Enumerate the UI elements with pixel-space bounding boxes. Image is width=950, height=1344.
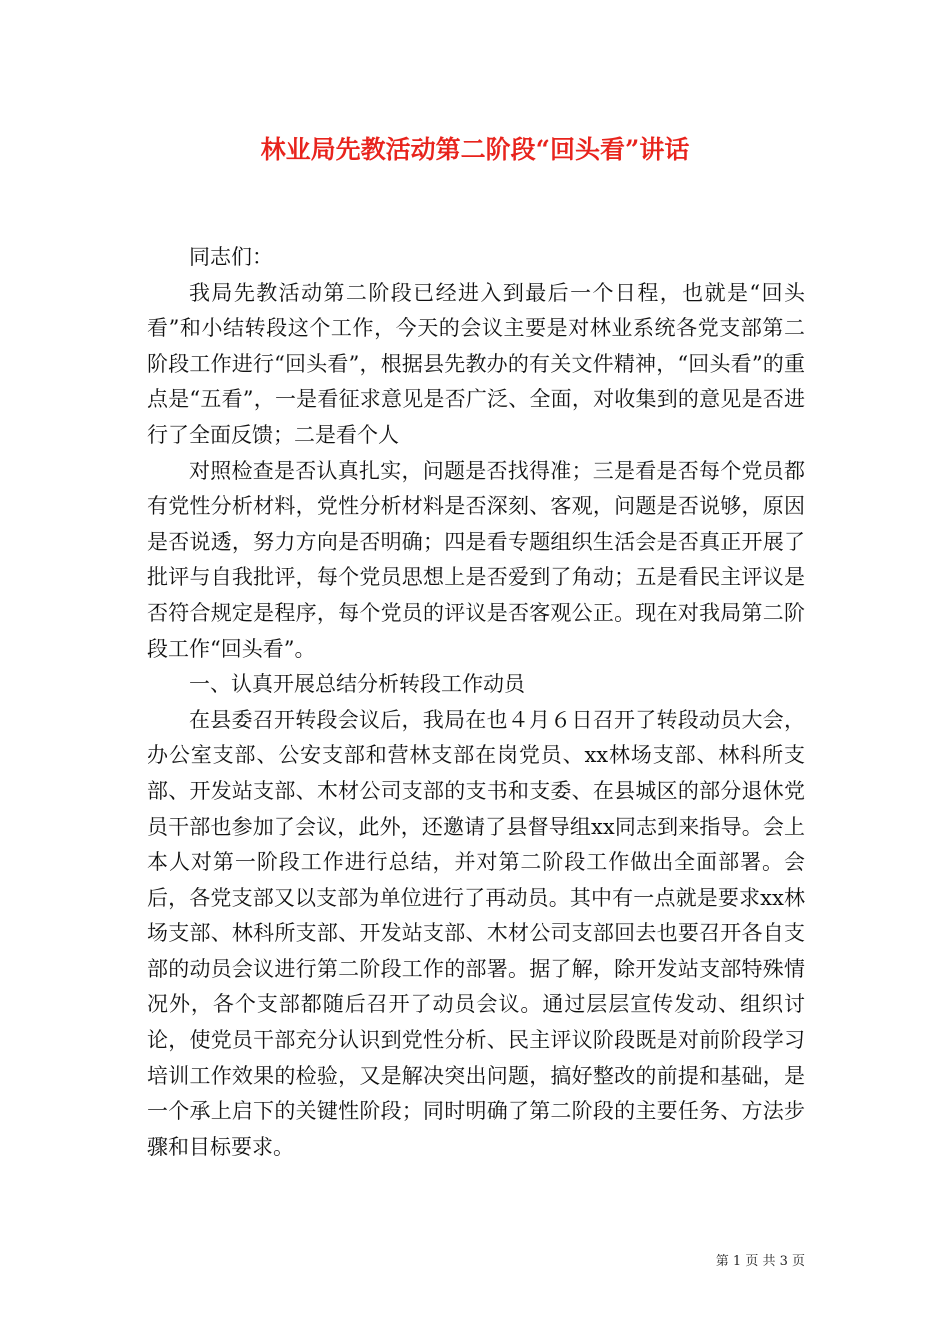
paragraph: 我局先教活动第二阶段已经进入到最后一个日程，也就是“回头看”和小结转段这个工作，今天的会议主要是对林业系统各党支部第二阶段工作进行“回头看”，根据县先教办的有关文件精神，“回头看”的重点是“五看”，一是看征求意见是否广泛、全面，对收集到的意见是否进行了全面反馈；二是看个人: [147, 280, 805, 447]
paragraph: 对照检查是否认真扎实，问题是否找得准；三是看是否每个党员都有党性分析材料，党性分析材料是否深刻、客观，问题是否说够，原因是否说透，努力方向是否明确；四是看专题组织生活会是否真正开展了批评与自我批评，每个党员思想上是否爱到了角动；五是看民主评议是否符合规定是程序，每个党员的评议是否客观公正。现在对我局第二阶段工作“回头看”。: [147, 458, 805, 661]
document-title: 林业局先教活动第二阶段“回头看”讲话: [260, 135, 690, 164]
paragraph: 在县委召开转段会议后，我局在也４月６日召开了转段动员大会，办公室支部、公安支部和营林支部在岗党员、xx林场支部、林科所支部、开发站支部、木材公司支部的支书和支委、在县城区的部分退休党员干部也参加了会议，此外，还邀请了县督导组xx同志到来指导。会上本人对第一阶段工作进行总结，并对第二阶段工作做出全面部署。会后，各党支部又以支部为单位进行了再动员。其中有一点就是要求xx林场支部、林科所支部、开发站支部、木材公司支部回去也要召开各自支部的动员会议进行第二阶段工作的部署。据了解，除开发站支部特殊情况外，各个支部都随后召开了动员会议。通过层层宣传发动、组织讨论，使党员干部充分认识到党性分析、民主评议阶段既是对前阶段学习培训工作效果的检验，又是解决突出问题，搞好整改的前提和基础，是一个承上启下的关键性阶段；同时明确了第二阶段的主要任务、方法步骤和目标要求。: [147, 707, 805, 1159]
document-body: [147, 240, 805, 1165]
page-number: 第 1 页 共 3 页: [715, 1254, 805, 1269]
greeting: 同志们：: [189, 245, 273, 269]
section-heading: 一、认真开展总结分析转段工作动员: [189, 672, 525, 697]
